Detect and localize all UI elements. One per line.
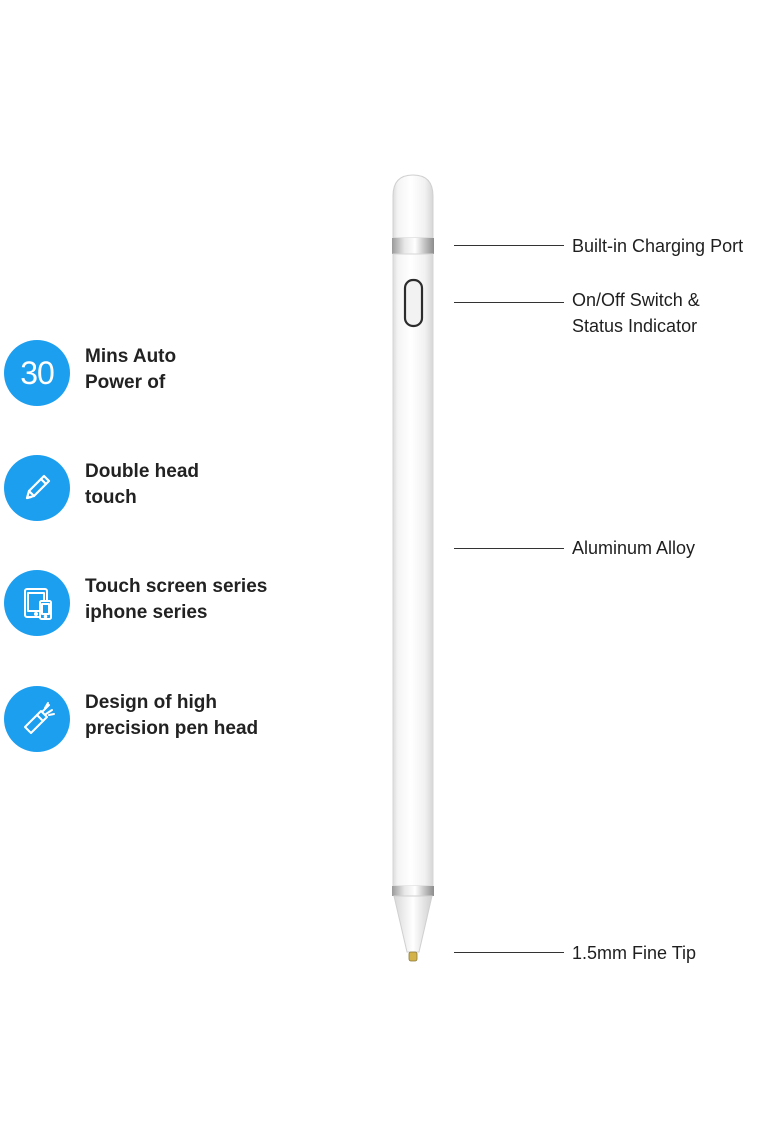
feature-line: Design of high [85,692,217,713]
pen-cap [393,175,433,238]
badge-number: 30 [20,354,54,391]
callout-line-charging-port [454,245,564,246]
feature-line: Touch screen series [85,576,268,597]
callout-charging-port [572,233,743,259]
callout-line-tip [454,952,564,953]
callout-switch [572,287,700,339]
feature-line: Power of [85,372,166,393]
callout-label: 1.5mm Fine Tip [572,943,697,963]
fine-tip [409,952,417,961]
feature-line: Mins Auto [85,346,177,367]
charging-port-ring [392,238,434,254]
callout-label: Built-in Charging Port [572,236,744,256]
callout-tip [572,940,696,966]
feature-line: touch [85,487,137,508]
callout-line-switch [454,302,564,303]
bottom-ring [392,886,434,896]
power-switch [405,280,422,326]
pen-tip-cone [394,896,432,952]
callout-line-alloy [454,548,564,549]
feature-line: iphone series [85,602,208,623]
feature-line: precision pen head [85,718,259,739]
pen-body [393,254,433,886]
callout-alloy [572,535,695,561]
callout-label: Aluminum Alloy [572,538,696,558]
callout-label: On/Off Switch & [572,290,700,310]
feature-line: Double head [85,461,200,482]
callout-label: Status Indicator [572,316,698,336]
